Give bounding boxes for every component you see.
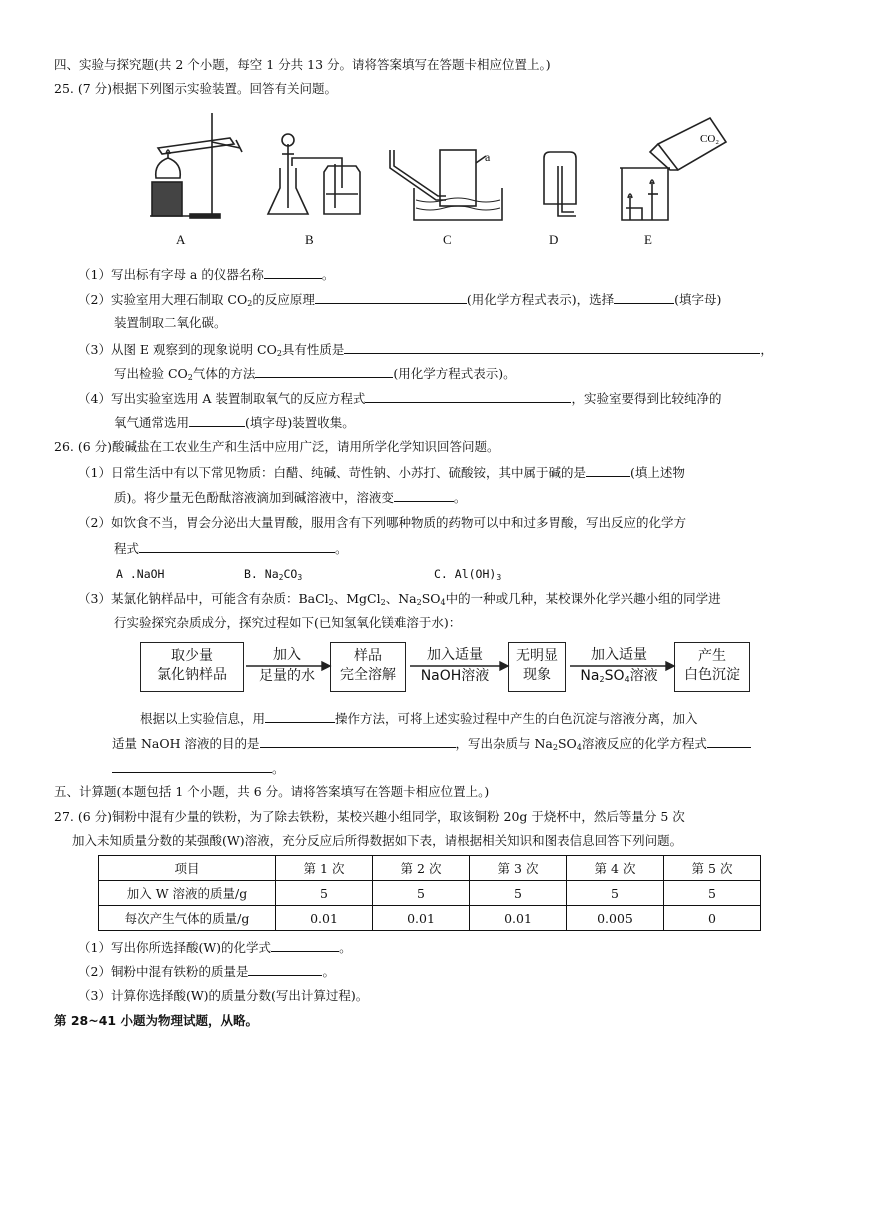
q27-stem-1: 27. (6 分)铜粉中混有少量的铁粉，为了除去铁粉，某校兴趣小组同学，取该铜粉 20g 于烧杯中，然后等量分 5 次 <box>54 809 685 824</box>
section-4-heading: 四、实验与探究题(共 2 个小题，每空 1 分共 13 分。请将答案填写在答题卡相应位置上。) <box>54 57 551 72</box>
flow-step-add-water: 加入 足量的水 <box>259 647 315 684</box>
q26-part1: （1）日常生活中有以下常见物质：白醋、纯碱、苛性钠、小苏打、硫酸铵，其中属于碱的是 (填上述物 <box>78 465 685 480</box>
table-cell: 5 <box>276 881 373 906</box>
q25-stem: 25. (7 分)根据下列图示实验装置。回答有关问题。 <box>54 81 338 96</box>
q26-part4-cont: 适量 NaOH 溶液的目的是 ，写出杂质与 $Na_2SO_4$溶液反应的化学方程式 <box>112 734 751 753</box>
table-header-cell: 第 1 次 <box>276 856 373 881</box>
table-cell: 5 <box>470 881 567 906</box>
flow-box-sample: 取少量 氯化钠样品 <box>140 642 244 692</box>
option-a: A .NaOH <box>116 567 165 581</box>
table-header-row <box>99 856 761 881</box>
flow-step-add-na2so4: 加入适量 $Na_2SO_4$溶液 <box>580 647 658 684</box>
section-5-heading: 五、计算题(本题包括 1 个小题，共 6 分。请将答案填写在答题卡相应位置上。) <box>54 784 490 799</box>
label-d-apparatus: D <box>549 232 559 247</box>
table-header-cell: 第 5 次 <box>664 856 761 881</box>
q27-stem-2: 加入未知质量分数的某强酸(W)溶液，充分反应后所得数据如下表，请根据相关知识和图表信息回答下列问题。 <box>72 833 683 848</box>
apparatus-d <box>544 152 576 216</box>
table-row <box>99 881 761 906</box>
q26-part3-cont: 行实验探究杂质成分，探究过程如下(已知氢氧化镁难溶于水)： <box>114 615 462 630</box>
bottle-label: CO₂ <box>700 133 720 145</box>
flow-box-white-precipitate: 产生 白色沉淀 <box>674 642 750 692</box>
option-b: B. $Na_2CO_3$ <box>244 567 303 582</box>
label-b-apparatus: B <box>305 232 314 247</box>
table-header-cell: 第 3 次 <box>470 856 567 881</box>
q26-part3: （3）某氯化钠样品中，可能含有杂质：BaCl$_2$、MgCl$_2$、$Na_2SO_4$中的一种或几种，某校课外化学兴趣小组的同学进 <box>78 591 721 607</box>
table-cell: 5 <box>567 881 664 906</box>
table-cell: 每次产生气体的质量/g <box>99 906 276 931</box>
apparatus-b <box>268 134 360 214</box>
q25-part2: （2）实验室用大理石制取 $CO_2$的反应原理 (用化学方程式表示)，选择 (填字母) <box>78 292 722 308</box>
q26-part2: （2）如饮食不当，胃会分泌出大量胃酸，服用含有下列哪种物质的药物可以中和过多胃酸，写出反应的化学方 <box>78 515 686 530</box>
table-cell: 0.01 <box>470 906 567 931</box>
table-header-cell: 第 4 次 <box>567 856 664 881</box>
q25-part4: （4）写出实验室选用 A 装置制取氧气的反应方程式 ，实验室要得到比较纯净的 <box>78 391 722 406</box>
q27-part2: （2）铜粉中混有铁粉的质量是 。 <box>78 964 335 979</box>
q25-part3-cont: 写出检验 $CO_2$气体的方法 (用化学方程式表示)。 <box>114 366 516 382</box>
q25-part3: （3）从图 E 观察到的现象说明 $CO_2$具有性质是 ， <box>78 342 773 358</box>
table-cell: 5 <box>373 881 470 906</box>
footer-note: 第 28~41 小题为物理试题，从略。 <box>54 1013 258 1028</box>
q26-part4: 根据以上实验信息，用 操作方法，可将上述实验过程中产生的白色沉淀与溶液分离，加入 <box>140 711 698 726</box>
table-cell: 5 <box>664 881 761 906</box>
flow-arrows <box>140 642 752 692</box>
table-cell: 0 <box>664 906 761 931</box>
table-cell: 0.01 <box>373 906 470 931</box>
table-cell: 0.01 <box>276 906 373 931</box>
table-cell: 加入 W 溶液的质量/g <box>99 881 276 906</box>
label-c-apparatus: C <box>443 232 452 247</box>
apparatus-a <box>150 113 242 218</box>
q27-part3: （3）计算你选择酸(W)的质量分数(写出计算过程)。 <box>78 988 369 1003</box>
label-a-apparatus: A <box>176 232 186 247</box>
q27-part1: （1）写出你所选择酸(W)的化学式 。 <box>78 940 352 955</box>
results-table <box>98 855 761 931</box>
apparatus-figure <box>130 108 730 258</box>
q26-part1-cont: 质)。将少量无色酚酞溶液滴加到碱溶液中，溶液变 。 <box>114 490 467 505</box>
q26-part4-cont2: 。 <box>112 759 285 778</box>
table-cell: 0.005 <box>567 906 664 931</box>
q25-part1: （1）写出标有字母 a 的仪器名称 。 <box>78 267 335 282</box>
q25-part4-cont: 氧气通常选用 (填字母)装置收集。 <box>114 415 355 430</box>
option-c: C. $Al(OH)_3$ <box>434 567 502 582</box>
table-header-cell: 项目 <box>99 856 276 881</box>
table-row <box>99 906 761 931</box>
q25-part2-cont: 装置制取二氧化碳。 <box>114 315 227 330</box>
label-instrument-a: a <box>485 150 491 164</box>
table-header-cell: 第 2 次 <box>373 856 470 881</box>
flow-box-no-change: 无明显 现象 <box>508 642 566 692</box>
flow-step-add-naoh: 加入适量 NaOH溶液 <box>420 647 490 684</box>
flow-box-dissolved: 样品 完全溶解 <box>330 642 406 692</box>
q26-stem: 26. (6 分)酸碱盐在工农业生产和生活中应用广泛，请用所学化学知识回答问题。 <box>54 439 500 454</box>
q26-part2-cont: 程式 。 <box>114 541 348 556</box>
label-e-apparatus: E <box>644 232 652 247</box>
